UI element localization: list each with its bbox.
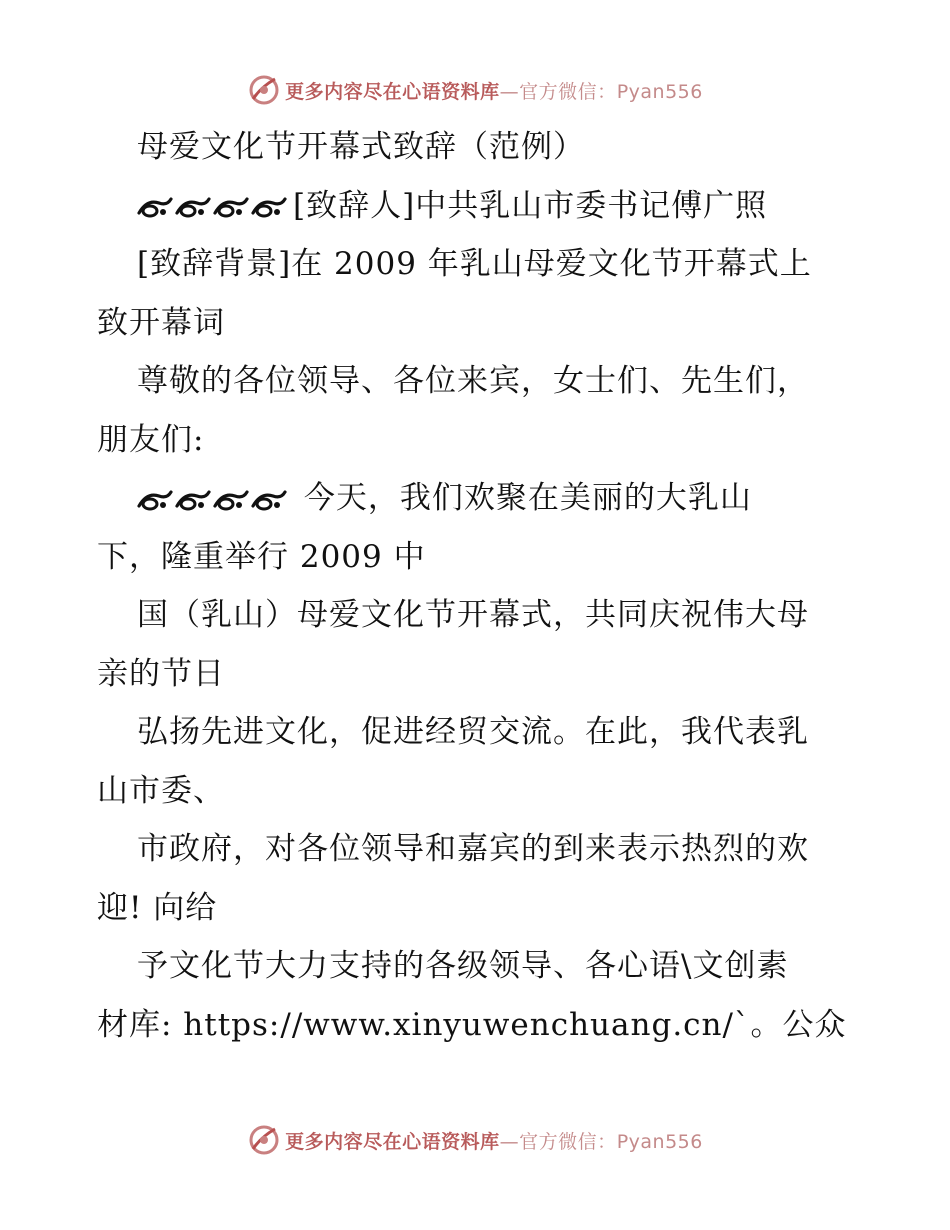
brand-logo-icon	[247, 73, 281, 107]
text-line-content: 致开幕词	[97, 304, 225, 341]
text-line-content: 亲的节日	[97, 655, 225, 692]
watermark-text: 更多内容尽在心语资料库—官方微信：Pyan556	[285, 1130, 703, 1153]
text-line-content: 市政府，对各位领导和嘉宾的到来表示热烈的欢	[137, 831, 809, 867]
header-watermark	[0, 70, 950, 110]
text-line-content: 予文化节大力支持的各级领导、各心语\文创素	[137, 948, 789, 984]
text-line	[97, 469, 857, 528]
text-line	[97, 528, 857, 587]
text-line	[97, 235, 857, 294]
text-line	[97, 411, 857, 470]
text-line	[97, 645, 857, 704]
document-body	[97, 118, 857, 1054]
text-line	[97, 937, 857, 996]
text-line	[97, 762, 857, 821]
text-line	[97, 118, 857, 177]
text-line	[97, 703, 857, 762]
text-line-content: 材库: https://www.xinyuwenchuang.cn/`。公众	[97, 1006, 847, 1043]
text-line	[97, 177, 857, 236]
text-line	[97, 586, 857, 645]
text-line	[97, 294, 857, 353]
text-line-content: [致辞背景]在 2009 年乳山母爱文化节开幕式上	[137, 246, 812, 282]
text-line-content: 国（乳山）母爱文化节开幕式，共同庆祝伟大母	[137, 597, 809, 633]
text-line	[97, 352, 857, 411]
text-line	[97, 996, 857, 1055]
text-line-content: 下，隆重举行 2009 中	[97, 538, 426, 575]
text-line	[97, 820, 857, 879]
text-line-content: 朋友们:	[97, 421, 205, 458]
text-line-content: 山市委、	[97, 772, 225, 809]
text-line-content: 弘扬先进文化，促进经贸交流。在此，我代表乳	[137, 714, 809, 750]
text-line-content: 今天，我们欢聚在美丽的大乳山	[293, 480, 752, 516]
fleuron-ornament-icon	[137, 470, 289, 529]
fleuron-ornament-icon	[137, 178, 289, 237]
brand-logo-icon	[247, 1123, 281, 1157]
text-line	[97, 879, 857, 938]
footer-watermark	[0, 1120, 950, 1160]
text-line-content: 母爱文化节开幕式致辞（范例）	[137, 129, 585, 165]
text-line-content: 尊敬的各位领导、各位来宾，女士们、先生们，	[137, 363, 809, 399]
text-line-content: [致辞人]中共乳山市委书记傅广照	[293, 187, 768, 224]
watermark-text: 更多内容尽在心语资料库—官方微信：Pyan556	[285, 80, 703, 103]
text-line-content: 迎! 向给	[97, 889, 218, 926]
